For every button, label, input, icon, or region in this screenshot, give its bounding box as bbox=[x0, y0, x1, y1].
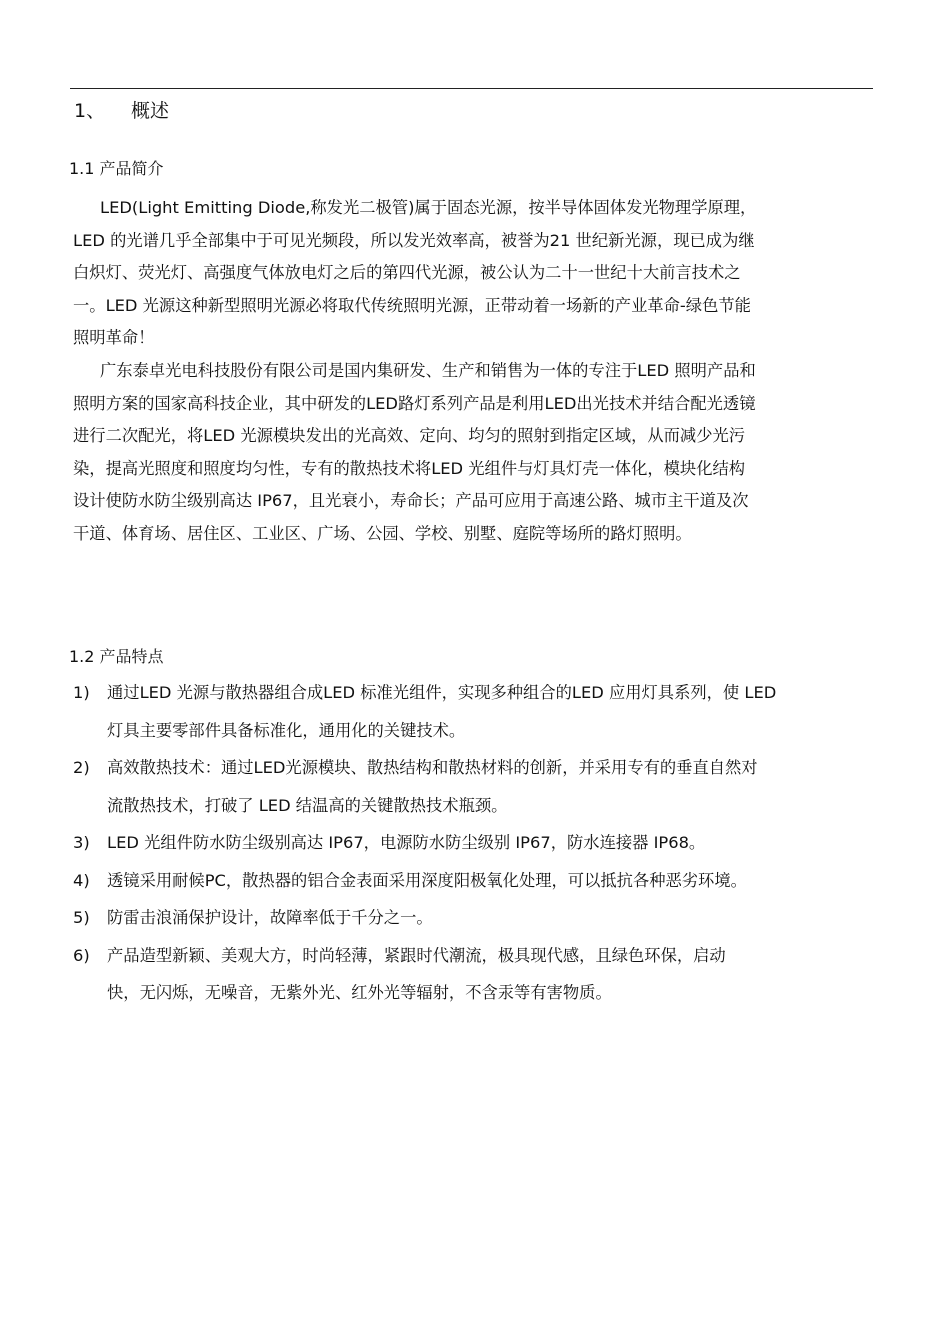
features-heading: 1.2 产品特点 bbox=[69, 647, 164, 666]
intro-paragraph-1 bbox=[73, 192, 873, 355]
paragraph-line: 染，提高光照度和照度均匀性，专有的散热技术将LED 光组件与灯具灯壳一体化，模块化结构 bbox=[73, 458, 746, 478]
list-marker: 3) bbox=[73, 833, 90, 852]
feature-line: 透镜采用耐候PC，散热器的铝合金表面采用深度阳极氧化处理，可以抵抗各种恶劣环境。 bbox=[107, 870, 747, 890]
list-marker: 5) bbox=[73, 908, 90, 927]
section-number: 1、 bbox=[74, 100, 106, 122]
feature-item bbox=[73, 824, 873, 862]
paragraph-line: 干道、体育场、居住区、工业区、广场、公园、学校、别墅、庭院等场所的路灯照明。 bbox=[73, 523, 692, 543]
header-rule bbox=[70, 88, 873, 89]
paragraph-line: LED(Light Emitting Diode,称发光二极管)属于固态光源，按半导体固体发光物理学原理， bbox=[100, 198, 757, 217]
paragraph-line: 设计使防水防尘级别高达 IP67，且光衰小，寿命长；产品可应用于高速公路、城市主干道及次 bbox=[73, 491, 749, 511]
paragraph-line: 白炽灯、荧光灯、高强度气体放电灯之后的第四代光源，被公认为二十一世纪十大前言技术之 bbox=[73, 263, 741, 283]
paragraph-line: 广东泰卓光电科技股份有限公司是国内集研发、生产和销售为一体的专注于LED 照明产品和 bbox=[100, 361, 756, 380]
section-heading bbox=[74, 98, 169, 124]
features-list bbox=[73, 674, 873, 1012]
feature-line: 灯具主要零部件具备标准化，通用化的关键技术。 bbox=[107, 720, 466, 740]
section-title: 概述 bbox=[131, 100, 170, 122]
feature-line: LED 光组件防水防尘级别高达 IP67，电源防水防尘级别 IP67，防水连接器 IP68。 bbox=[107, 833, 706, 852]
feature-line: 通过LED 光源与散热器组合成LED 标准光组件，实现多种组合的LED 应用灯具系列，使 LED bbox=[107, 683, 777, 702]
paragraph-line: LED 的光谱几乎全部集中于可见光频段，所以发光效率高，被誉为21 世纪新光源，现已成为继 bbox=[73, 230, 755, 250]
list-marker: 1) bbox=[73, 683, 90, 702]
feature-line: 流散热技术，打破了 LED 结温高的关键散热技术瓶颈。 bbox=[107, 795, 508, 815]
paragraph-line: 照明方案的国家高科技企业，其中研发的LED路灯系列产品是利用LED出光技术并结合配光透镜 bbox=[73, 393, 756, 413]
list-marker: 2) bbox=[73, 758, 90, 777]
feature-item bbox=[73, 862, 873, 900]
intro-paragraph-2 bbox=[73, 355, 873, 551]
feature-item bbox=[73, 937, 873, 1012]
feature-line: 产品造型新颖、美观大方，时尚轻薄，紧跟时代潮流，极具现代感，且绿色环保，启动 bbox=[107, 945, 726, 965]
feature-item bbox=[73, 674, 873, 749]
paragraph-line: 一。LED 光源这种新型照明光源必将取代传统照明光源，正带动着一场新的产业革命-绿色节能 bbox=[73, 295, 751, 315]
feature-line: 快，无闪烁，无噪音，无紫外光、红外光等辐射，不含汞等有害物质。 bbox=[107, 983, 612, 1002]
feature-line: 防雷击浪涌保护设计，故障率低于千分之一。 bbox=[107, 908, 433, 927]
list-marker: 6) bbox=[73, 945, 90, 965]
paragraph-line: 进行二次配光，将LED 光源模块发出的光高效、定向、均匀的照射到指定区域，从而减少光污 bbox=[73, 426, 746, 446]
list-marker: 4) bbox=[73, 870, 90, 890]
paragraph-line: 照明革命！ bbox=[73, 328, 155, 348]
feature-item bbox=[73, 749, 873, 824]
intro-heading: 1.1 产品简介 bbox=[69, 159, 164, 178]
feature-line: 高效散热技术：通过LED光源模块、散热结构和散热材料的创新，并采用专有的垂直自然对 bbox=[107, 758, 758, 777]
feature-item bbox=[73, 899, 873, 937]
